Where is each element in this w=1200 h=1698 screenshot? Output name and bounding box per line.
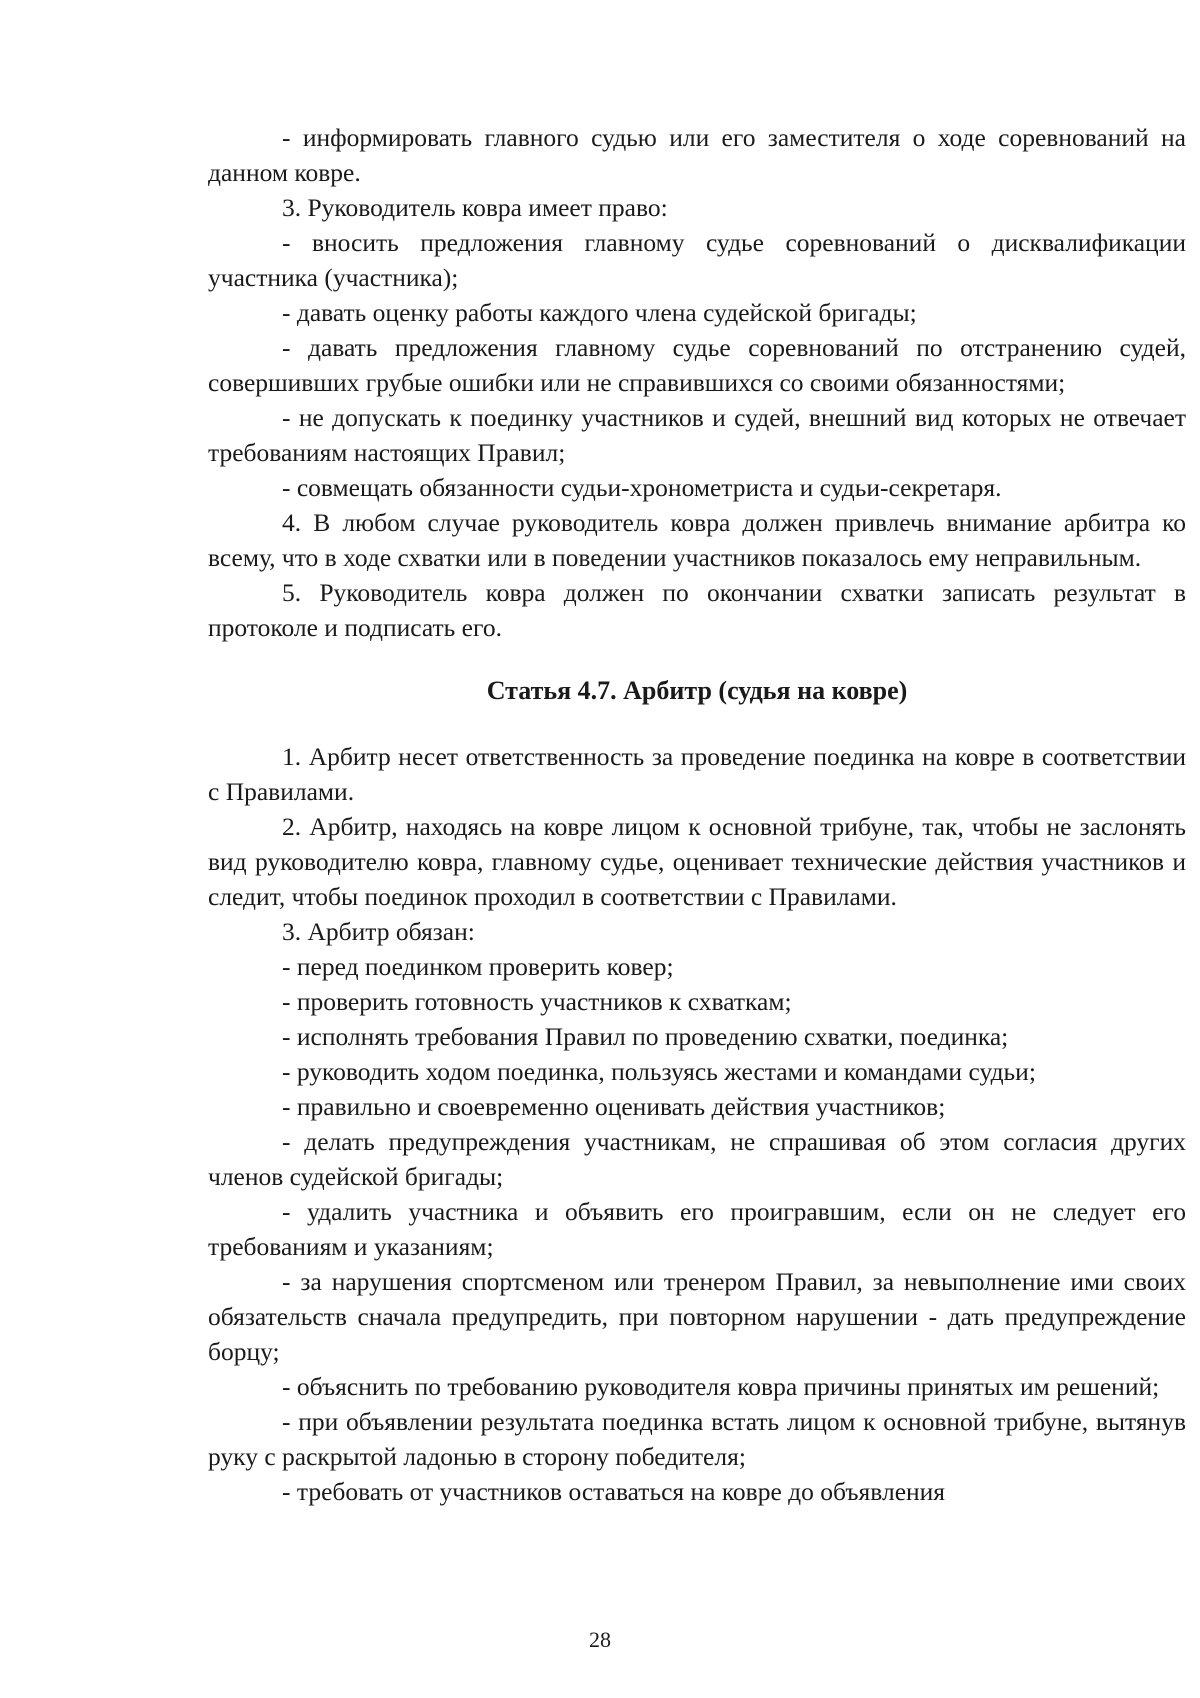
paragraph: - давать оценку работы каждого члена судейской бригады; bbox=[282, 298, 917, 327]
paragraph: - исполнять требования Правил по проведению схватки, поединка; bbox=[282, 1022, 1009, 1051]
paragraph: - вносить предложения главному судье соревнований о дисквалификации участника (участника); bbox=[208, 228, 1186, 292]
paragraph: - требовать от участников оставаться на ковре до объявления bbox=[282, 1477, 946, 1506]
page-number: 28 bbox=[589, 1627, 611, 1652]
paragraph: 2. Арбитр, находясь на ковре лицом к основной трибуне, так, чтобы не заслонять вид руководителю ковра, главному судье, оценивает технические действия участников и следит, чтобы поединок проходил в соответствии с Правилами. bbox=[208, 812, 1186, 911]
article-heading: Статья 4.7. Арбитр (судья на ковре) bbox=[486, 676, 908, 705]
paragraph: - делать предупреждения участникам, не спрашивая об этом согласия других членов судейской бригады; bbox=[208, 1127, 1186, 1191]
paragraph: - информировать главного судью или его заместителя о ходе соревнований на данном ковре. bbox=[208, 123, 1186, 187]
paragraph: - проверить готовность участников к схваткам; bbox=[282, 987, 792, 1016]
paragraph: 4. В любом случае руководитель ковра должен привлечь внимание арбитра ко всему, что в ходе схватки или в поведении участников показалось ему неправильным. bbox=[208, 508, 1186, 572]
page-content bbox=[208, 120, 1186, 1509]
paragraph: 5. Руководитель ковра должен по окончании схватки записать результат в протоколе и подписать его. bbox=[208, 578, 1186, 642]
paragraph: - не допускать к поединку участников и судей, внешний вид которых не отвечает требованиям настоящих Правил; bbox=[208, 403, 1186, 467]
paragraph: - перед поединком проверить ковер; bbox=[282, 952, 674, 981]
paragraph: - объяснить по требованию руководителя ковра причины принятых им решений; bbox=[282, 1372, 1160, 1401]
paragraph: - удалить участника и объявить его проигравшим, если он не следует его требованиям и указаниям; bbox=[208, 1197, 1186, 1261]
paragraph: - за нарушения спортсменом или тренером Правил, за невыполнение ими своих обязательств сначала предупредить, при повторном нарушении - дать предупреждение борцу; bbox=[208, 1267, 1186, 1366]
paragraph: 1. Арбитр несет ответственность за проведение поединка на ковре в соответствии с Правилами. bbox=[208, 742, 1186, 806]
paragraph: 3. Арбитр обязан: bbox=[282, 917, 475, 946]
paragraph: - давать предложения главному судье соревнований по отстранению судей, совершивших грубые ошибки или не справившихся со своими обязанностями; bbox=[208, 333, 1186, 397]
paragraph: 3. Руководитель ковра имеет право: bbox=[282, 193, 668, 222]
paragraph: - совмещать обязанности судьи-хронометриста и судьи-секретаря. bbox=[282, 473, 1002, 502]
paragraph: - правильно и своевременно оценивать действия участников; bbox=[282, 1092, 946, 1121]
paragraph: - руководить ходом поединка, пользуясь жестами и командами судьи; bbox=[282, 1057, 1036, 1086]
paragraph: - при объявлении результата поединка встать лицом к основной трибуне, вытянув руку с раскрытой ладонью в сторону победителя; bbox=[208, 1407, 1186, 1471]
